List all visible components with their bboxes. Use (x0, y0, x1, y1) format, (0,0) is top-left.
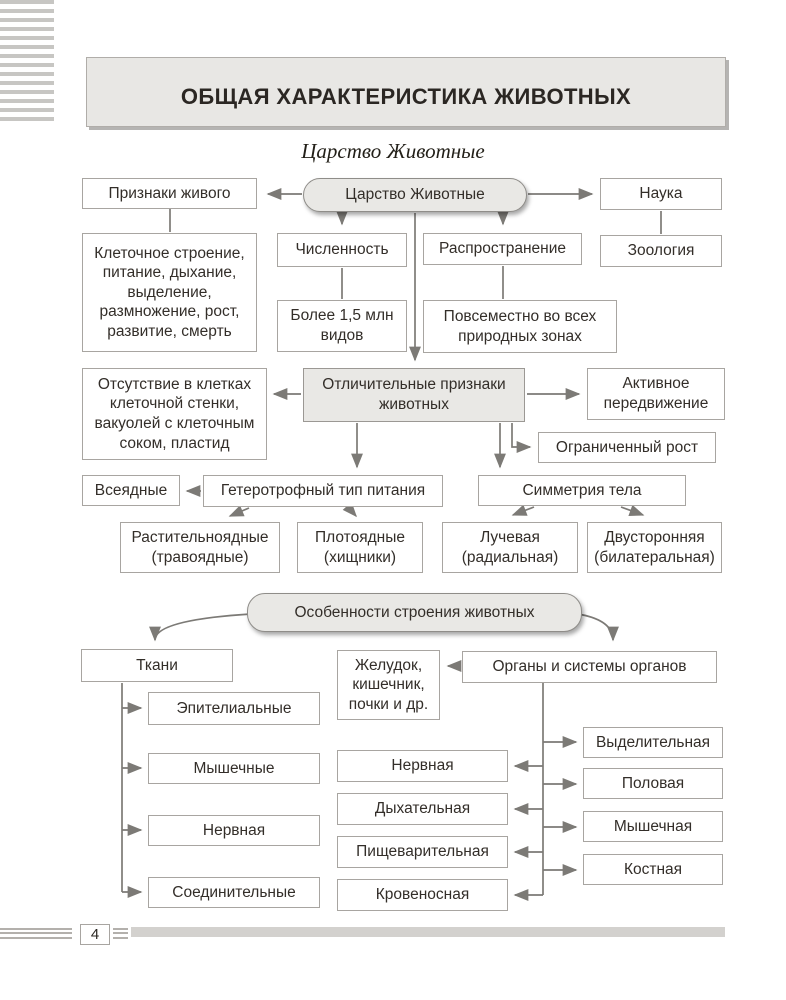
footer-bar (131, 927, 725, 937)
node-kingdom: Царство Животные (303, 178, 527, 212)
footer-rule (113, 937, 128, 939)
node-distribution: Распространение (423, 233, 582, 265)
node-everywhere: Повсеместно во всех природных зонах (423, 300, 617, 353)
node-organ-examples: Желудок, кишечник, почки и др. (337, 650, 440, 720)
footer-rule (0, 937, 72, 939)
footer-rule (0, 928, 72, 930)
node-abundance: Численность (277, 233, 407, 267)
node-nervous-system: Нервная (337, 750, 508, 782)
node-epithelial-tissue: Эпителиальные (148, 692, 320, 725)
decorative-stripes (0, 0, 54, 122)
node-species-count: Более 1,5 млн видов (277, 300, 407, 352)
footer-rule (0, 932, 72, 934)
node-muscular-system: Мышечная (583, 811, 723, 842)
node-omnivores: Всеядные (82, 475, 180, 506)
node-circulatory-system: Кровеносная (337, 879, 508, 911)
node-reproductive-system: Половая (583, 768, 723, 799)
node-signs-of-life: Признаки живого (82, 178, 257, 209)
node-skeletal-system: Костная (583, 854, 723, 885)
page-number: 4 (80, 924, 110, 945)
node-body-symmetry: Симметрия тела (478, 475, 686, 506)
node-radial-symmetry: Лучевая (радиальная) (442, 522, 578, 573)
node-active-movement: Активное передвижение (587, 368, 725, 420)
node-organ-systems: Органы и системы органов (462, 651, 717, 683)
node-digestive-system: Пищеварительная (337, 836, 508, 868)
node-heterotrophic-nutrition: Гетеротрофный тип питания (203, 475, 443, 507)
page-title: ОБЩАЯ ХАРАКТЕРИСТИКА ЖИВОТНЫХ (180, 84, 632, 109)
node-limited-growth: Ограниченный рост (538, 432, 716, 463)
node-structure-features: Особенности строения животных (247, 593, 582, 632)
node-absence-of-cell-wall: Отсутствие в клетках клеточной стенки, вакуолей с клеточным соком, пластид (82, 368, 267, 460)
diagram-subtitle: Царство Животные (301, 139, 485, 163)
node-tissues: Ткани (81, 649, 233, 682)
node-carnivores: Плотоядные (хищники) (297, 522, 423, 573)
node-muscle-tissue: Мышечные (148, 753, 320, 784)
node-herbivores: Растительноядные (травоядные) (120, 522, 280, 573)
node-science: Наука (600, 178, 722, 210)
node-nervous-tissue: Нервная (148, 815, 320, 846)
node-zoology: Зоология (600, 235, 722, 267)
node-bilateral-symmetry: Двусторонняя (билатеральная) (587, 522, 722, 573)
node-distinctive-features: Отличительные признаки животных (303, 368, 525, 422)
chapter-banner (86, 57, 726, 127)
footer-rule (113, 928, 128, 930)
node-respiratory-system: Дыхательная (337, 793, 508, 825)
node-connective-tissue: Соединительные (148, 877, 320, 908)
footer-rule (113, 932, 128, 934)
node-life-signs-list: Клеточное строение, питание, дыхание, выделение, размножение, рост, развитие, смерть (82, 233, 257, 352)
node-excretory-system: Выделительная (583, 727, 723, 758)
